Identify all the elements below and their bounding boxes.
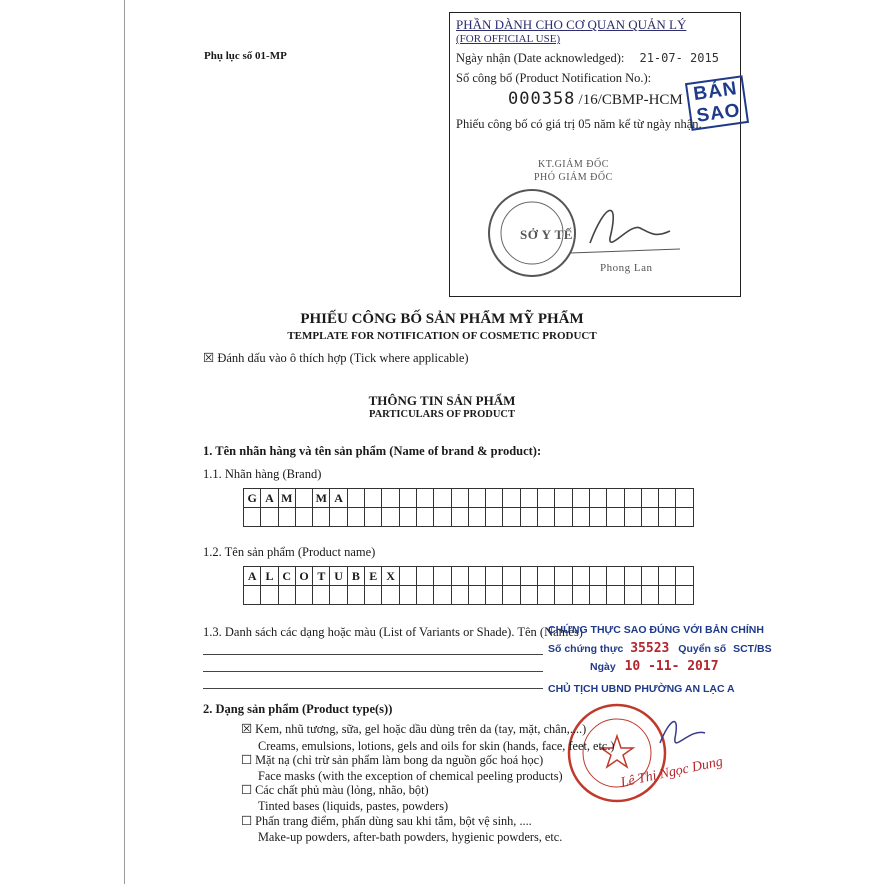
product-type-vi: Mặt nạ (chỉ trừ sản phẩm làm bong da nguồn gốc hoá học) — [255, 753, 544, 767]
product-cell — [641, 586, 658, 605]
product-cell — [261, 586, 278, 605]
brand-cell — [624, 508, 641, 527]
variants-line — [203, 671, 543, 672]
certification-number-value: 35523 — [630, 641, 670, 656]
brand-cell — [520, 489, 537, 508]
product-cell — [347, 586, 364, 605]
main-subtitle: TEMPLATE FOR NOTIFICATION OF COSMETIC PRODUCT — [287, 330, 597, 342]
product-type-en: Make-up powders, after-bath powders, hygienic powders, etc. — [258, 830, 563, 844]
date-acknowledged-row — [456, 51, 719, 66]
brand-cell: A — [330, 489, 347, 508]
brand-cell — [572, 508, 589, 527]
product-cell — [589, 567, 606, 586]
signer-title-1: KT.GIÁM ĐỐC — [538, 159, 609, 170]
product-cell — [278, 586, 295, 605]
brand-cell — [555, 489, 572, 508]
brand-cell — [520, 508, 537, 527]
tick-note: ☒ Đánh dấu vào ô thích hợp (Tick where applicable) — [203, 351, 469, 365]
certification-authority: CHỦ TỊCH UBND PHƯỜNG AN LẠC A — [548, 683, 735, 695]
product-cell — [555, 567, 572, 586]
brand-cell — [468, 508, 485, 527]
product-name-grid — [243, 566, 694, 605]
brand-cell — [572, 489, 589, 508]
product-cell — [520, 586, 537, 605]
product-cell — [503, 586, 520, 605]
product-cell — [538, 567, 555, 586]
product-cell — [503, 567, 520, 586]
product-cell — [434, 567, 451, 586]
product-cell — [676, 586, 693, 605]
brand-cell — [607, 489, 624, 508]
product-cell: T — [313, 567, 330, 586]
brand-cell — [278, 508, 295, 527]
brand-cell — [399, 508, 416, 527]
brand-cell — [434, 508, 451, 527]
product-grid-row — [244, 567, 694, 586]
brand-cell — [451, 508, 468, 527]
product-cell — [641, 567, 658, 586]
product-cell — [572, 586, 589, 605]
brand-cell — [486, 508, 503, 527]
product-cell — [451, 567, 468, 586]
certification-signer: Lê Thị Ngọc Dung — [619, 754, 725, 791]
certification-book-value: SCT/BS — [733, 643, 772, 655]
product-cell — [589, 586, 606, 605]
checkbox-icon[interactable]: ☐ — [241, 783, 253, 797]
brand-cell — [659, 489, 676, 508]
product-cell — [555, 586, 572, 605]
certification-heading: CHỨNG THỰC SAO ĐÚNG VỚI BẢN CHÍNH — [548, 624, 764, 636]
brand-cell — [641, 508, 658, 527]
product-type-en: Face masks (with the exception of chemical peeling products) — [258, 769, 563, 783]
brand-cell — [676, 508, 693, 527]
product-cell — [382, 586, 399, 605]
brand-cell — [468, 489, 485, 508]
brand-cell — [416, 508, 433, 527]
product-type-item — [241, 783, 429, 798]
product-info-subtitle: PARTICULARS OF PRODUCT — [368, 409, 516, 420]
product-cell: O — [295, 567, 312, 586]
brand-cell — [261, 508, 278, 527]
product-type-item — [241, 814, 532, 829]
brand-cell — [416, 489, 433, 508]
notification-number-label: Số công bố (Product Notification No.): — [456, 71, 652, 85]
product-cell — [676, 567, 693, 586]
brand-cell — [244, 508, 261, 527]
product-name-label: 1.2. Tên sản phẩm (Product name) — [203, 545, 376, 559]
brand-cell: A — [261, 489, 278, 508]
certification-number-row — [548, 641, 772, 656]
variants-line — [203, 654, 543, 655]
product-type-item — [241, 722, 586, 737]
brand-cell — [555, 508, 572, 527]
brand-cell — [295, 508, 312, 527]
brand-cell — [641, 489, 658, 508]
brand-cell — [434, 489, 451, 508]
brand-cell — [607, 508, 624, 527]
product-type-vi: Kem, nhũ tương, sữa, gel hoặc dầu dùng trên da (tay, mặt, chân,....) — [255, 722, 587, 736]
section2-heading: 2. Dạng sản phẩm (Product type(s)) — [203, 702, 393, 716]
product-cell: E — [365, 567, 382, 586]
brand-cell: M — [278, 489, 295, 508]
product-cell: U — [330, 567, 347, 586]
brand-grid — [243, 488, 694, 527]
brand-cell — [589, 508, 606, 527]
certification-date-value: 10 -11- 2017 — [624, 659, 719, 674]
brand-cell — [624, 489, 641, 508]
product-cell — [468, 586, 485, 605]
brand-cell — [365, 508, 382, 527]
product-grid-row — [244, 586, 694, 605]
product-type-item — [241, 753, 543, 768]
product-cell — [365, 586, 382, 605]
brand-cell — [365, 489, 382, 508]
product-cell — [659, 586, 676, 605]
brand-cell — [347, 508, 364, 527]
main-title: PHIẾU CÔNG BỐ SẢN PHẨM MỸ PHẨM — [300, 311, 584, 327]
product-cell — [538, 586, 555, 605]
brand-cell: M — [313, 489, 330, 508]
product-cell — [416, 586, 433, 605]
brand-grid-row — [244, 489, 694, 508]
notification-number: 000358 — [508, 89, 576, 109]
product-cell — [313, 586, 330, 605]
official-use-box — [449, 12, 741, 297]
checkbox-checked-icon[interactable]: ☒ — [241, 722, 253, 736]
product-cell — [520, 567, 537, 586]
product-cell: B — [347, 567, 364, 586]
product-cell — [572, 567, 589, 586]
product-cell — [486, 567, 503, 586]
brand-cell — [295, 489, 312, 508]
product-cell — [244, 586, 261, 605]
notification-number-row — [508, 89, 683, 109]
signer-title-2: PHÓ GIÁM ĐỐC — [534, 172, 613, 183]
product-type-en: Tinted bases (liquids, pastes, powders) — [258, 799, 449, 813]
certification-date-label: Ngày — [590, 661, 616, 673]
product-type-vi: Các chất phủ màu (lỏng, nhão, bột) — [255, 783, 429, 797]
page-edge-line — [124, 0, 125, 884]
date-acknowledged-label: Ngày nhận (Date acknowledged): — [456, 51, 625, 65]
brand-cell — [538, 508, 555, 527]
brand-cell — [382, 508, 399, 527]
brand-grid-row — [244, 508, 694, 527]
product-cell — [624, 567, 641, 586]
product-cell — [486, 586, 503, 605]
product-cell — [659, 567, 676, 586]
validity-note: Phiếu công bố có giá trị 05 năm kể từ ngày nhận. — [456, 117, 702, 131]
brand-cell: G — [244, 489, 261, 508]
brand-cell — [330, 508, 347, 527]
brand-cell — [659, 508, 676, 527]
product-cell — [607, 567, 624, 586]
brand-cell — [503, 489, 520, 508]
official-box-title: PHẦN DÀNH CHO CƠ QUAN QUẢN LÝ — [456, 17, 687, 32]
checkbox-icon[interactable]: ☐ — [241, 814, 253, 828]
official-box-subtitle: (FOR OFFICIAL USE) — [456, 33, 561, 45]
brand-cell — [313, 508, 330, 527]
certification-book-label: Quyển số — [678, 643, 727, 655]
section1-heading: 1. Tên nhãn hàng và tên sản phẩm (Name of brand & product): — [203, 444, 542, 458]
product-cell — [399, 567, 416, 586]
brand-cell — [347, 489, 364, 508]
signer-name: Phong Lan — [600, 262, 653, 274]
variants-label: 1.3. Danh sách các dạng hoặc màu (List of Variants or Shade). Tên (Names) — [203, 625, 583, 639]
product-cell — [416, 567, 433, 586]
product-cell — [399, 586, 416, 605]
product-cell — [434, 586, 451, 605]
product-info-title: THÔNG TIN SẢN PHẨM — [368, 393, 516, 408]
copy-stamp: BẢN SAO — [685, 75, 749, 131]
product-cell — [624, 586, 641, 605]
product-cell: L — [261, 567, 278, 586]
product-cell — [295, 586, 312, 605]
brand-cell — [589, 489, 606, 508]
product-cell: A — [244, 567, 261, 586]
variants-line — [203, 688, 543, 689]
product-cell: C — [278, 567, 295, 586]
product-cell: X — [382, 567, 399, 586]
product-cell — [330, 586, 347, 605]
brand-label: 1.1. Nhãn hàng (Brand) — [203, 467, 322, 481]
brand-cell — [382, 489, 399, 508]
certification-number-label: Số chứng thực — [548, 643, 624, 655]
product-cell — [451, 586, 468, 605]
date-acknowledged-value: 21-07- 2015 — [639, 51, 719, 65]
notification-suffix: /16/CBMP-HCM — [578, 92, 683, 108]
brand-cell — [399, 489, 416, 508]
appendix-label: Phụ lục số 01-MP — [204, 50, 287, 62]
brand-cell — [538, 489, 555, 508]
product-cell — [607, 586, 624, 605]
brand-cell — [503, 508, 520, 527]
certification-date-row — [590, 659, 719, 674]
seal-text: SỞ Y TẾ — [520, 227, 573, 242]
brand-cell — [676, 489, 693, 508]
product-cell — [468, 567, 485, 586]
product-type-en: Creams, emulsions, lotions, gels and oils for skin (hands, face, feet, etc.) — [258, 739, 615, 753]
checkbox-icon[interactable]: ☐ — [241, 753, 253, 767]
brand-cell — [486, 489, 503, 508]
brand-cell — [451, 489, 468, 508]
product-type-vi: Phấn trang điểm, phấn dùng sau khi tắm, bột vệ sinh, .... — [255, 814, 532, 828]
